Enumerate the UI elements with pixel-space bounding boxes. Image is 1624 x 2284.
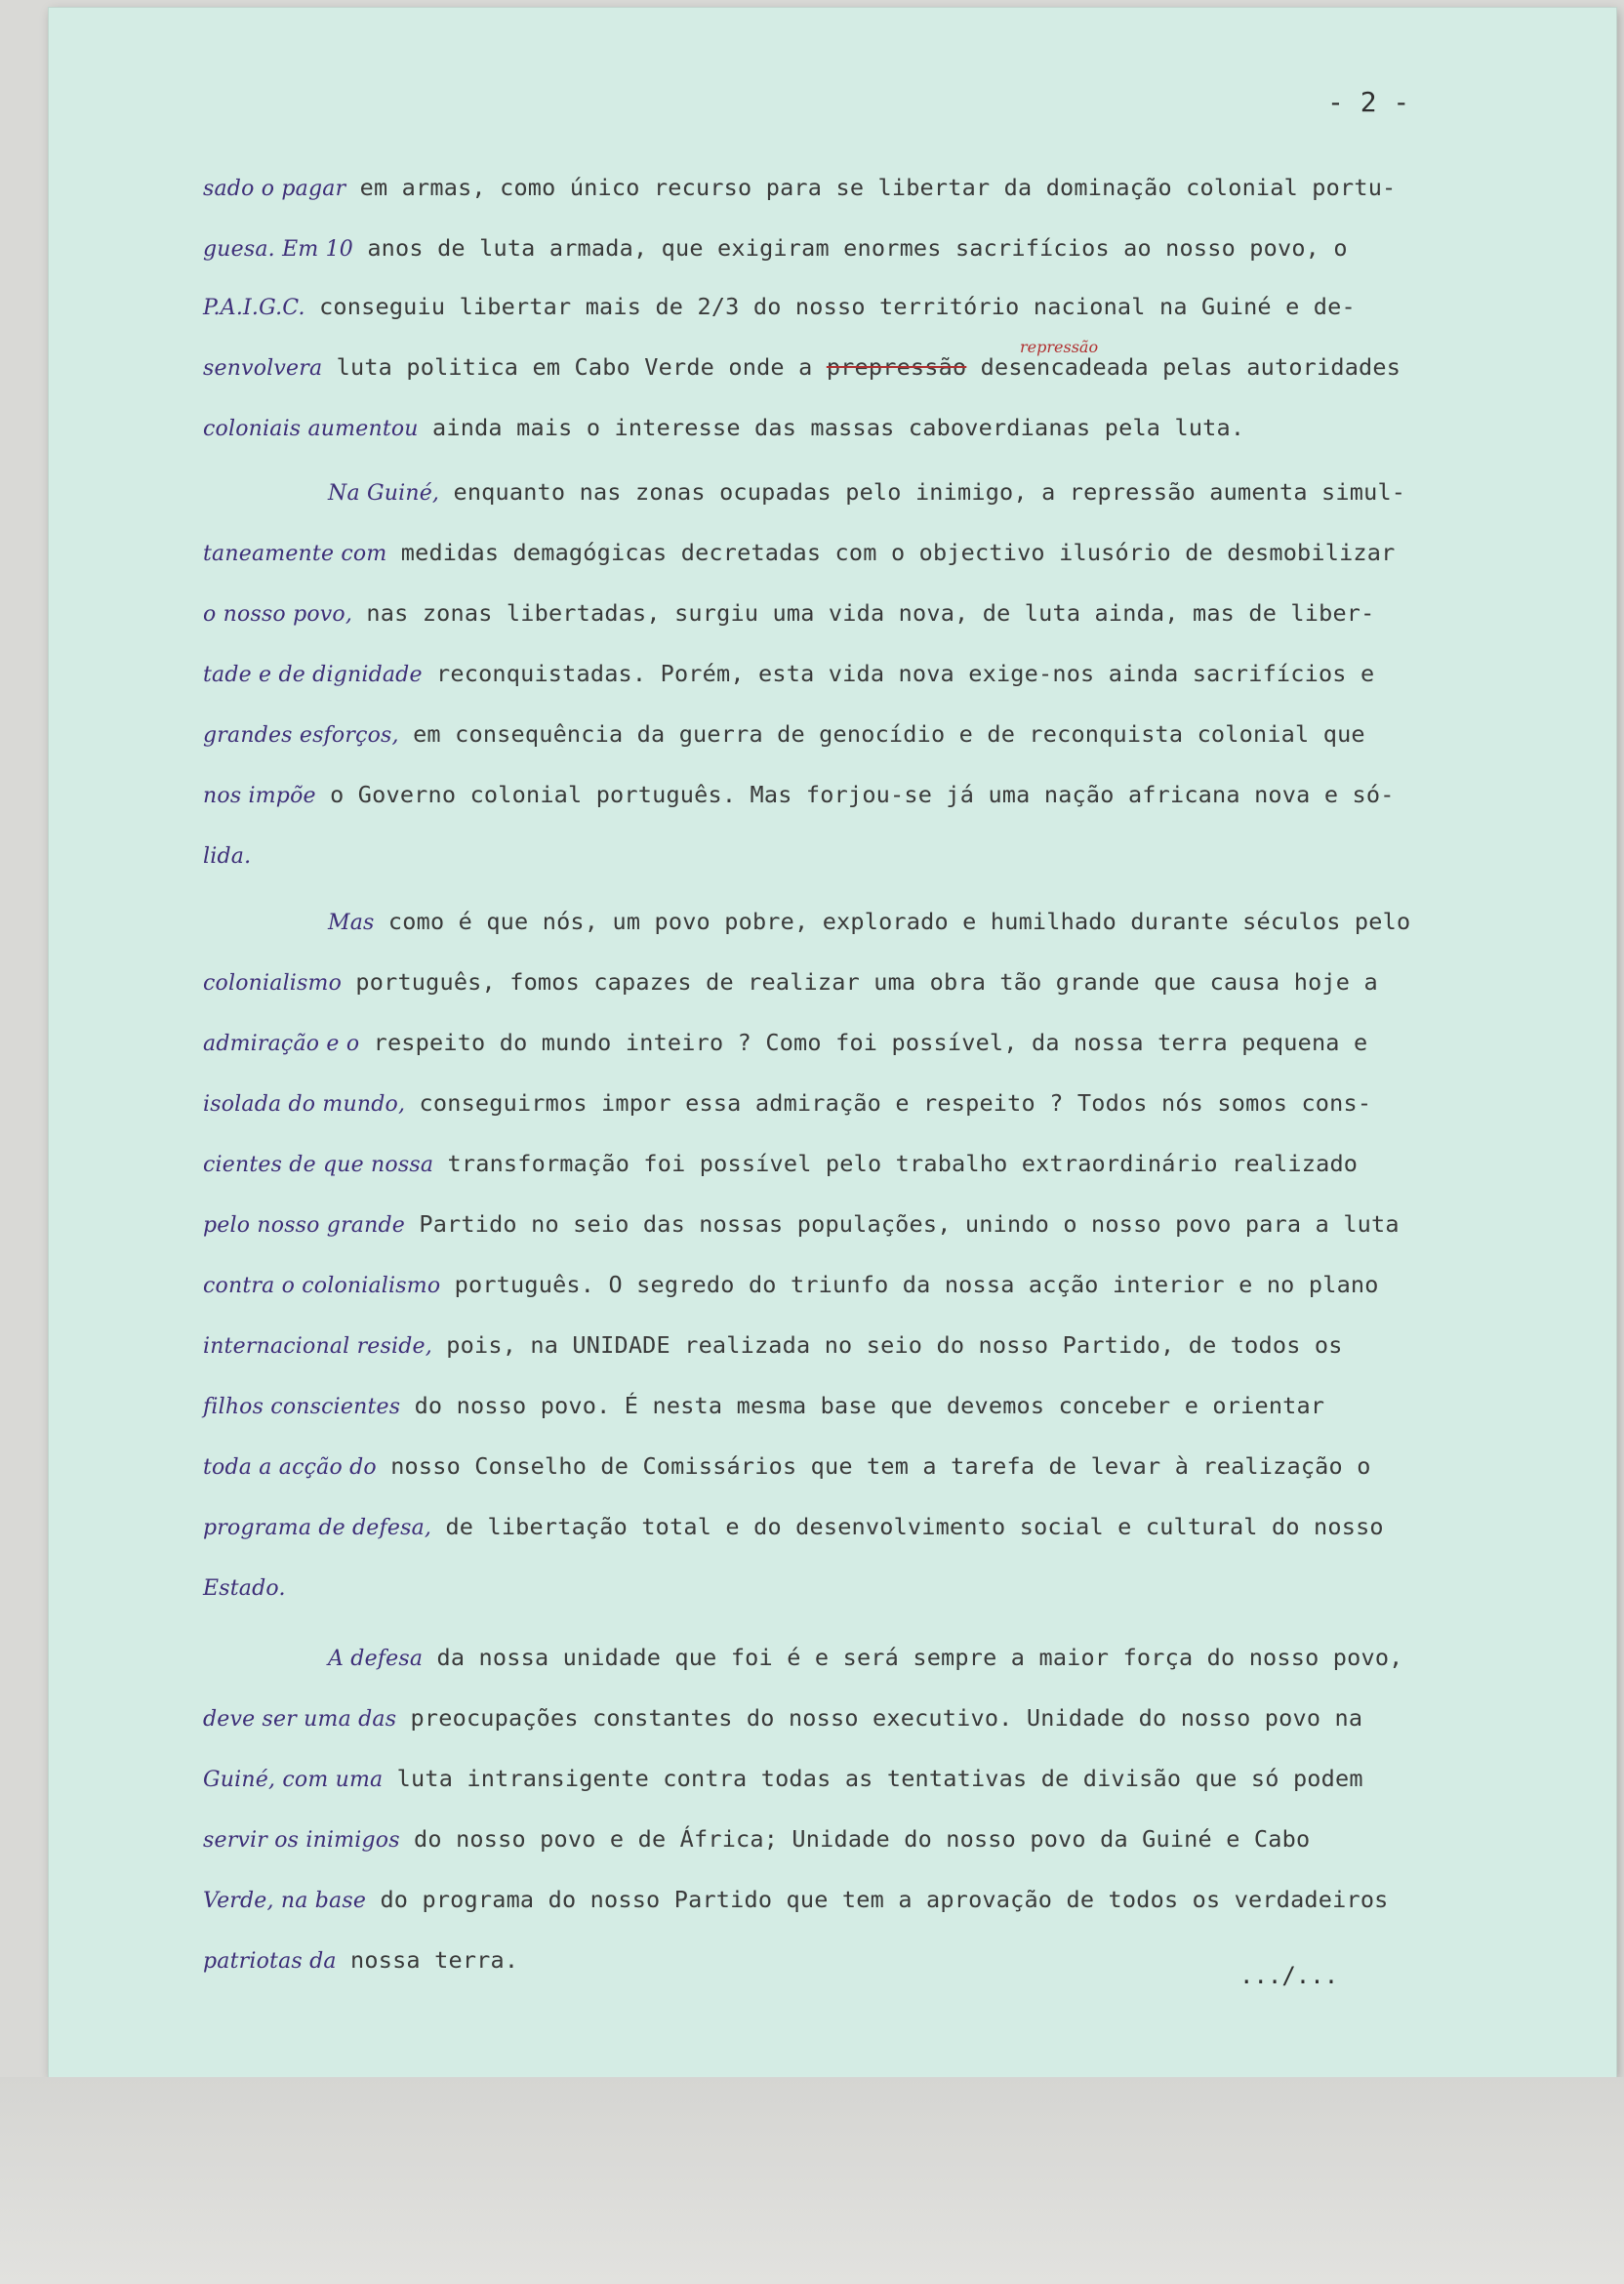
handwritten-text: coloniais aumentou — [203, 417, 419, 441]
text-line — [203, 1573, 1589, 1601]
typed-text: medidas demagógicas decretadas com o objectivo ilusório de desmobilizar — [386, 539, 1396, 566]
text-line — [203, 1765, 1589, 1792]
handwritten-text: internacional reside, — [203, 1334, 432, 1359]
typed-text: nossa terra. — [336, 1946, 519, 1974]
typed-text: pois, na UNIDADE realizada no seio do nosso Partido, de todos os — [431, 1331, 1343, 1359]
typed-text: Partido no seio das nossas populações, unindo o nosso povo para a luta — [405, 1210, 1400, 1238]
text-line — [203, 599, 1589, 627]
text-line — [203, 1210, 1589, 1238]
text-line — [203, 1452, 1589, 1480]
handwritten-text: guesa. Em 10 — [203, 237, 353, 262]
text-line — [203, 1513, 1589, 1540]
text-line — [203, 1150, 1589, 1177]
handwritten-correction: repressão — [1020, 338, 1099, 356]
text-line — [203, 414, 1589, 441]
text-line — [203, 1886, 1589, 1913]
handwritten-text: Verde, na base — [203, 1889, 367, 1913]
handwritten-text: contra o colonialismo — [203, 1274, 441, 1298]
handwritten-text: o nosso povo, — [203, 602, 353, 627]
text-line — [203, 1825, 1589, 1853]
typed-text: transformação foi possível pelo trabalho extraordinário realizado — [433, 1150, 1359, 1177]
handwritten-text: grandes esforços, — [203, 723, 399, 748]
text-line — [203, 720, 1589, 748]
handwritten-text: colonialismo — [203, 971, 343, 996]
text-line — [203, 1704, 1589, 1732]
scan-background — [0, 2077, 1624, 2284]
text-line — [203, 174, 1589, 201]
typed-text: do nosso povo e de África; Unidade do nosso povo da Guiné e Cabo — [399, 1825, 1311, 1853]
typed-text: português, fomos capazes de realizar uma obra tão grande que causa hoje a — [342, 968, 1378, 996]
typed-text: luta politica em Cabo Verde onde a — [322, 353, 827, 381]
handwritten-text: isolada do mundo, — [203, 1092, 406, 1117]
handwritten-text: pelo nosso grande — [203, 1213, 405, 1238]
handwritten-text: servir os inimigos — [203, 1828, 400, 1853]
handwritten-text: tade e de dignidade — [203, 663, 423, 687]
typed-text: do programa do nosso Partido que tem a aprovação de todos os verdadeiros — [366, 1886, 1389, 1913]
typed-text: conseguiu libertar mais de 2/3 do nosso território nacional na Guiné e de- — [304, 293, 1356, 320]
text-line — [203, 841, 1589, 869]
typed-text: de libertação total e do desenvolvimento social e cultural do nosso — [431, 1513, 1384, 1540]
typed-text: o Governo colonial português. Mas forjou-se já uma nação africana nova e só- — [315, 781, 1395, 808]
text-line — [203, 234, 1589, 262]
handwritten-text: filhos conscientes — [203, 1395, 401, 1419]
continuation-marker: .../... — [1239, 1962, 1339, 1989]
text-line — [203, 1392, 1589, 1419]
text-line — [203, 1271, 1589, 1298]
handwritten-text: patriotas da — [203, 1949, 337, 1974]
typed-text: nas zonas libertadas, surgiu uma vida nova, de luta ainda, mas de liber- — [352, 599, 1375, 627]
text-line — [328, 478, 1624, 506]
typed-text: preocupações constantes do nosso executivo. Unidade do nosso povo na — [396, 1704, 1363, 1732]
handwritten-text: deve ser uma das — [203, 1707, 397, 1732]
typed-text: desencadeada pelas autoridades — [966, 353, 1401, 381]
typed-text: anos de luta armada, que exigiram enormes sacrifícios ao nosso povo, o — [352, 234, 1348, 262]
typed-text: respeito do mundo inteiro ? Como foi possível, da nossa terra pequena e — [359, 1029, 1368, 1056]
typed-text: enquanto nas zonas ocupadas pelo inimigo, a repressão aumenta simul- — [439, 478, 1406, 506]
text-line — [203, 539, 1589, 566]
text-line — [203, 781, 1589, 808]
text-line — [203, 968, 1589, 996]
document-page — [49, 8, 1616, 2077]
text-line — [203, 660, 1589, 687]
text-line — [203, 1089, 1589, 1117]
typed-text: ainda mais o interesse das massas caboverdianas pela luta. — [418, 414, 1245, 441]
handwritten-text: Na Guiné, — [328, 481, 440, 506]
text-line — [203, 1331, 1589, 1359]
text-line — [203, 1946, 1589, 1974]
handwritten-text: A defesa — [328, 1647, 424, 1671]
handwritten-text: Guiné, com uma — [203, 1768, 384, 1792]
text-line — [328, 908, 1624, 935]
text-line — [203, 353, 1589, 381]
typed-text: português. O segredo do triunfo da nossa acção interior e no plano — [440, 1271, 1379, 1298]
handwritten-text: admiração e o — [203, 1032, 360, 1056]
handwritten-text: Estado. — [203, 1576, 286, 1601]
typed-text: conseguirmos impor essa admiração e respeito ? Todos nós somos cons- — [405, 1089, 1372, 1117]
handwritten-text: toda a acção do — [203, 1455, 377, 1480]
handwritten-text: cientes de que nossa — [203, 1153, 434, 1177]
handwritten-text: taneamente com — [203, 542, 387, 566]
handwritten-text: lida. — [203, 844, 252, 869]
typed-text: do nosso povo. É nesta mesma base que devemos conceber e orientar — [400, 1392, 1325, 1419]
handwritten-text: senvolvera — [203, 356, 323, 381]
text-line — [203, 1029, 1589, 1056]
typed-text: nosso Conselho de Comissários que tem a tarefa de levar à realização o — [376, 1452, 1371, 1480]
typed-text: como é que nós, um povo pobre, explorado e humilhado durante séculos pelo — [374, 908, 1411, 935]
typed-text: em armas, como único recurso para se libertar da dominação colonial portu- — [345, 174, 1397, 201]
typed-text: luta intransigente contra todas as tentativas de divisão que só podem — [383, 1765, 1363, 1792]
struck-word: prepressão — [826, 353, 967, 381]
text-line — [328, 1644, 1624, 1671]
handwritten-text: Mas — [328, 911, 375, 935]
handwritten-text: programa de defesa, — [203, 1516, 432, 1540]
handwritten-text: nos impõe — [203, 784, 316, 808]
handwritten-text: P.A.I.G.C. — [203, 296, 305, 320]
typed-text: da nossa unidade que foi é e será sempre a maior força do nosso povo, — [423, 1644, 1403, 1671]
page-number: - 2 - — [1327, 86, 1410, 118]
text-line — [203, 293, 1589, 320]
handwritten-text: sado o pagar — [203, 177, 346, 201]
typed-text: em consequência da guerra de genocídio e de reconquista colonial que — [398, 720, 1365, 748]
typed-text: reconquistadas. Porém, esta vida nova exige-nos ainda sacrifícios e — [422, 660, 1375, 687]
